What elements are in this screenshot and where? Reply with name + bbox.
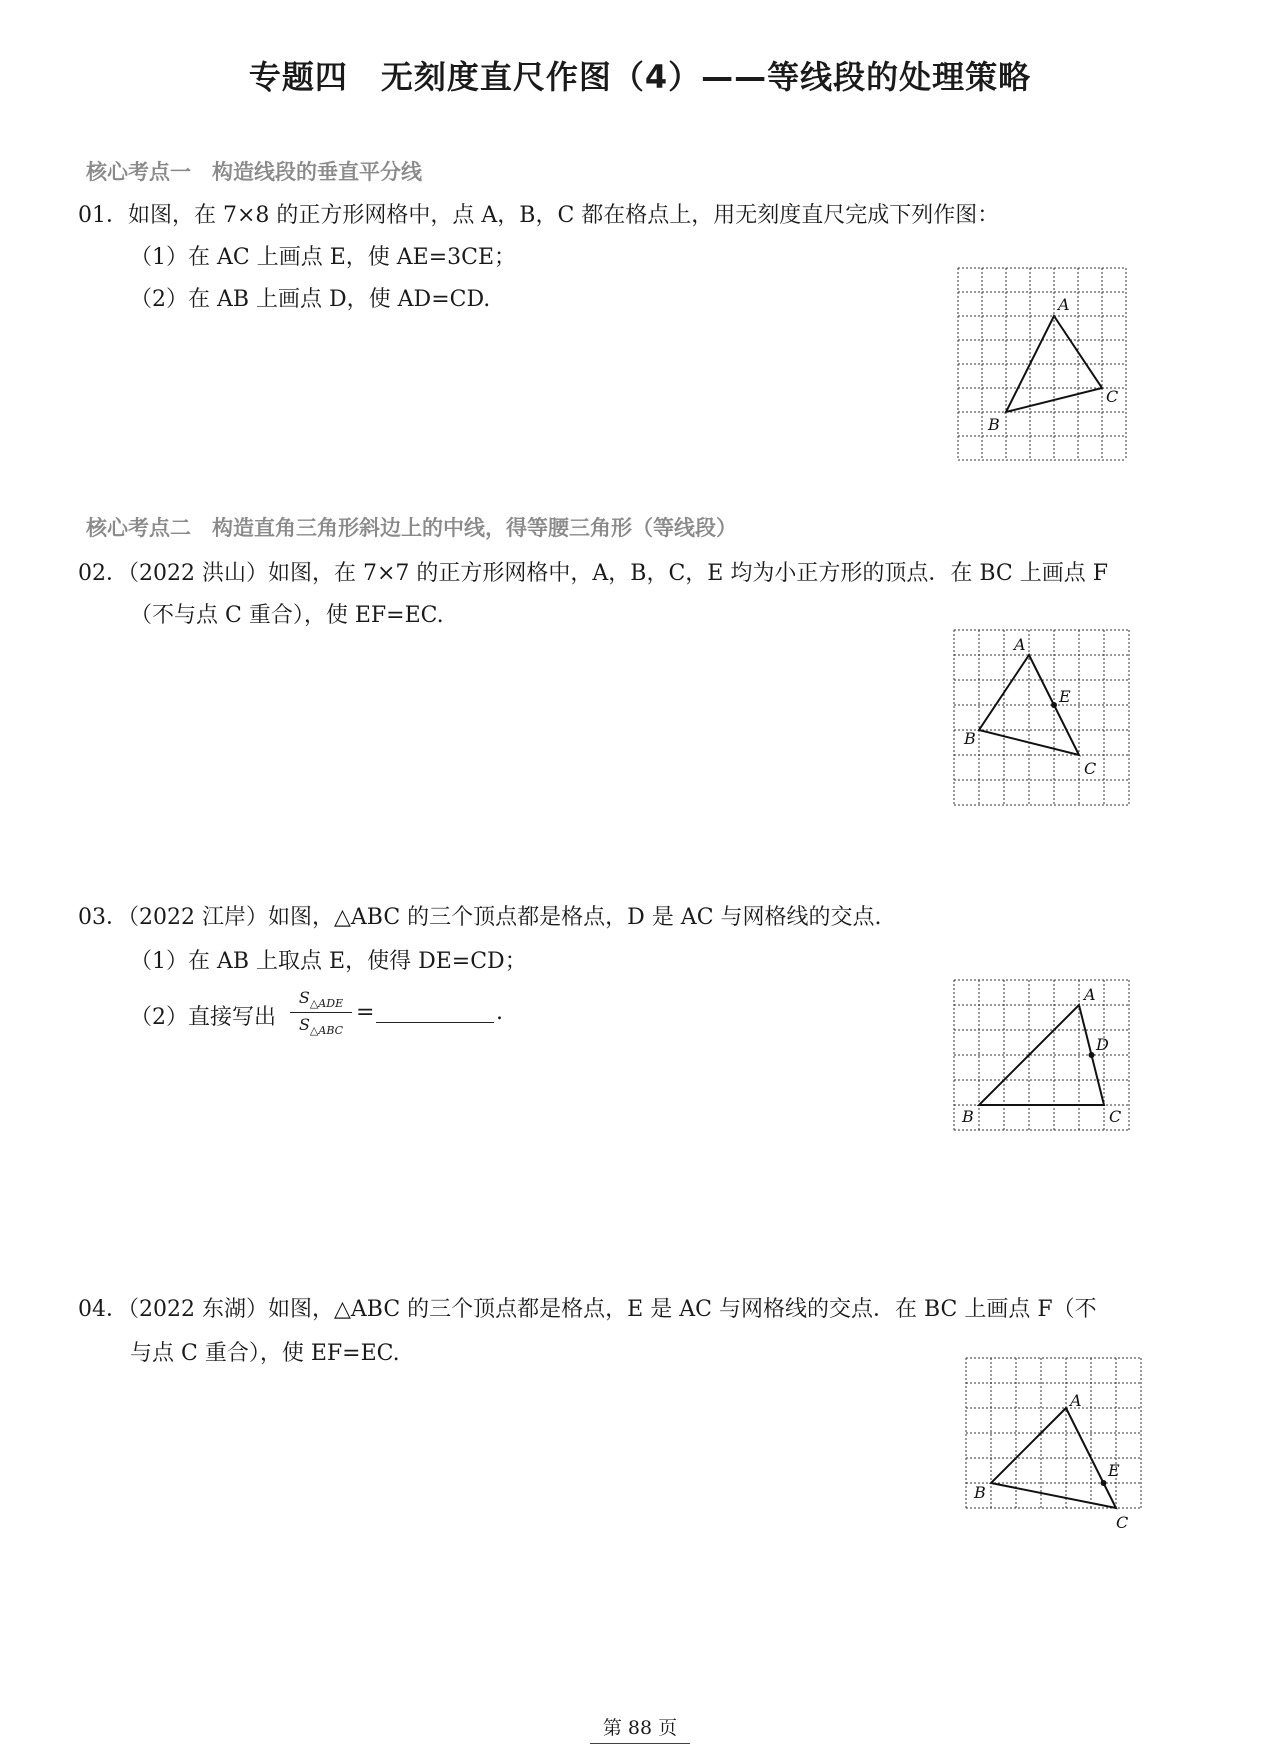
grid-lines — [966, 1358, 1141, 1508]
period: . — [496, 1000, 503, 1025]
section-heading-1: 核心考点一 构造线段的垂直平分线 — [86, 160, 422, 184]
page-title: 专题四 无刻度直尺作图（4）——等线段的处理策略 — [248, 58, 1032, 96]
page-number: 第 88 页 — [602, 1717, 678, 1739]
figure-q4-grid — [966, 1358, 1141, 1532]
question-2-line-2: （不与点 C 重合），使 EF=EC. — [130, 603, 444, 628]
label-c: C — [1084, 759, 1097, 778]
triangle-abc — [979, 1005, 1104, 1105]
label-a: A — [1070, 1391, 1082, 1410]
triangle-abc — [991, 1408, 1116, 1508]
fraction-numerator: S — [298, 988, 310, 1007]
point-d — [1089, 1052, 1095, 1058]
label-d: D — [1096, 1035, 1109, 1054]
figure-q1-grid — [958, 268, 1128, 460]
label-b: B — [964, 729, 976, 748]
page-footer — [0, 1713, 1280, 1740]
question-2-line-1: 02．（2022 洪山）如图，在 7×7 的正方形网格中，A，B，C，E 均为小正方形的顶点．在 BC 上画点 F — [78, 561, 1108, 586]
point-e — [1101, 1480, 1107, 1486]
question-1-part-1: （1）在 AC 上画点 E，使 AE=3CE； — [130, 245, 517, 270]
grid-lines — [954, 980, 1129, 1130]
grid-lines — [954, 630, 1129, 805]
label-e: E — [1059, 687, 1071, 706]
equals-sign: = — [356, 1000, 375, 1025]
figure-q3-grid — [954, 980, 1129, 1152]
label-c: C — [1109, 1107, 1122, 1126]
question-4-line-2: 与点 C 重合），使 EF=EC. — [130, 1341, 400, 1366]
fraction-denominator: S — [298, 1015, 310, 1035]
label-b: B — [974, 1483, 986, 1502]
area-ratio-fraction — [290, 988, 352, 1037]
figure-q2-grid — [954, 630, 1129, 810]
question-1-text: 01．如图，在 7×8 的正方形网格中，点 A，B，C 都在格点上，用无刻度直尺完成下列作图： — [78, 203, 1000, 228]
question-1-part-2: （2）在 AB 上画点 D，使 AD=CD. — [130, 287, 491, 312]
answer-blank[interactable] — [376, 1022, 494, 1023]
label-b: B — [988, 415, 1000, 434]
label-c: C — [1116, 1513, 1129, 1532]
label-a: A — [1084, 985, 1096, 1004]
footer-rule — [590, 1743, 690, 1744]
label-a: A — [1014, 635, 1026, 654]
question-3-part-2-prefix: （2）直接写出 — [130, 1005, 276, 1030]
label-c: C — [1106, 387, 1119, 406]
fraction-denominator-sub: △ABC — [309, 1024, 344, 1038]
section-heading-2: 核心考点二 构造直角三角形斜边上的中线，得等腰三角形（等线段） — [86, 516, 737, 540]
label-e: E — [1108, 1461, 1120, 1480]
label-b: B — [962, 1107, 974, 1126]
fraction-numerator-sub: △ADE — [309, 997, 344, 1011]
question-3-line-1: 03．（2022 江岸）如图，△ABC 的三个顶点都是格点，D 是 AC 与网格线的交点. — [78, 905, 882, 930]
point-e — [1051, 702, 1057, 708]
grid-lines — [958, 268, 1126, 460]
question-3-part-1: （1）在 AB 上取点 E，使得 DE=CD； — [130, 949, 527, 974]
question-4-line-1: 04．（2022 东湖）如图，△ABC 的三个顶点都是格点，E 是 AC 与网格线的交点．在 BC 上画点 F（不 — [78, 1297, 1097, 1322]
label-a: A — [1058, 295, 1070, 314]
